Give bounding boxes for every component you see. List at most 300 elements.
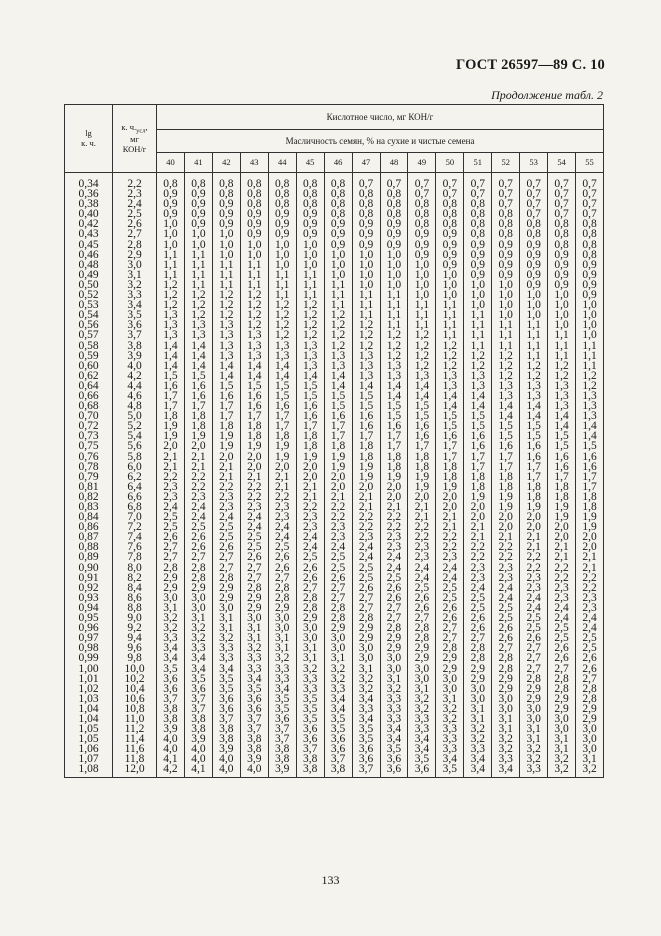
cell-lg: 0,59: [65, 351, 113, 361]
cell-value: 2,6: [408, 593, 436, 603]
cell-value: 3,5: [352, 724, 380, 734]
cell-value: 0,8: [436, 209, 464, 219]
cell-lg: 1,02: [65, 684, 113, 694]
cell-value: 3,1: [184, 613, 212, 623]
cell-lg: 0,70: [65, 411, 113, 421]
cell-value: 3,0: [157, 593, 185, 603]
cell-value: 1,5: [576, 441, 604, 451]
cell-value: 0,8: [352, 209, 380, 219]
table-body: [65, 173, 604, 778]
cell-value: 1,0: [576, 300, 604, 310]
cell-value: 1,8: [380, 452, 408, 462]
cell-value: 1,7: [548, 472, 576, 482]
cell-value: 1,3: [464, 371, 492, 381]
cell-value: 0,9: [576, 260, 604, 270]
cell-value: 2,0: [436, 492, 464, 502]
cell-value: 1,7: [157, 401, 185, 411]
cell-value: 3,4: [464, 754, 492, 764]
cell-value: 1,3: [576, 391, 604, 401]
cell-value: 2,8: [464, 653, 492, 663]
cell-value: 2,5: [548, 633, 576, 643]
cell-value: 1,1: [380, 320, 408, 330]
cell-value: 1,2: [464, 351, 492, 361]
cell-value: 0,8: [184, 173, 212, 190]
cell-value: 3,0: [576, 724, 604, 734]
cell-value: 3,4: [324, 704, 352, 714]
oil-column-header: 43: [240, 153, 268, 173]
cell-value: 1,3: [324, 351, 352, 361]
cell-value: 1,2: [408, 330, 436, 340]
cell-value: 2,3: [268, 502, 296, 512]
cell-kch: 3,9: [113, 351, 157, 361]
cell-value: 2,0: [576, 532, 604, 542]
cell-value: 2,4: [548, 613, 576, 623]
cell-value: 0,8: [296, 189, 324, 199]
cell-value: 1,3: [352, 371, 380, 381]
cell-value: 1,7: [324, 421, 352, 431]
cell-value: 2,4: [436, 573, 464, 583]
cell-value: 3,4: [157, 653, 185, 663]
cell-value: 2,8: [408, 623, 436, 633]
cell-value: 3,2: [296, 664, 324, 674]
cell-value: 3,4: [464, 764, 492, 777]
cell-value: 1,2: [520, 371, 548, 381]
cell-value: 1,2: [240, 290, 268, 300]
cell-value: 3,8: [184, 724, 212, 734]
cell-value: 2,9: [464, 674, 492, 684]
cell-value: 2,4: [212, 512, 240, 522]
cell-value: 3,2: [548, 764, 576, 777]
cell-value: 2,1: [408, 512, 436, 522]
cell-value: 1,4: [520, 401, 548, 411]
cell-value: 2,4: [576, 623, 604, 633]
cell-value: 1,3: [268, 351, 296, 361]
cell-value: 2,8: [157, 563, 185, 573]
cell-value: 1,8: [184, 421, 212, 431]
cell-value: 0,7: [548, 173, 576, 190]
cell-value: 1,6: [548, 452, 576, 462]
cell-value: 1,0: [436, 270, 464, 280]
cell-kch: 8,4: [113, 583, 157, 593]
cell-value: 1,2: [296, 320, 324, 330]
cell-value: 4,1: [157, 754, 185, 764]
cell-value: 2,7: [268, 573, 296, 583]
cell-value: 1,1: [268, 270, 296, 280]
cell-value: 2,0: [296, 462, 324, 472]
cell-lg: 0,42: [65, 219, 113, 229]
cell-value: 2,2: [548, 573, 576, 583]
cell-value: 0,9: [157, 199, 185, 209]
cell-value: 3,4: [184, 653, 212, 663]
cell-value: 3,1: [576, 754, 604, 764]
cell-value: 0,8: [464, 219, 492, 229]
cell-value: 3,7: [296, 744, 324, 754]
cell-value: 2,3: [212, 502, 240, 512]
cell-value: 3,3: [436, 734, 464, 744]
cell-value: 1,8: [576, 492, 604, 502]
cell-value: 1,2: [352, 330, 380, 340]
cell-value: 1,4: [380, 391, 408, 401]
cell-value: 1,5: [296, 381, 324, 391]
cell-value: 2,4: [296, 532, 324, 542]
cell-value: 3,0: [324, 643, 352, 653]
cell-value: 1,0: [352, 280, 380, 290]
cell-kch: 10,2: [113, 674, 157, 684]
cell-value: 3,8: [240, 744, 268, 754]
cell-value: 1,1: [240, 270, 268, 280]
cell-value: 1,2: [268, 320, 296, 330]
cell-value: 2,1: [464, 532, 492, 542]
cell-value: 2,4: [408, 573, 436, 583]
cell-value: 2,1: [380, 502, 408, 512]
cell-value: 3,7: [157, 694, 185, 704]
cell-value: 2,5: [240, 532, 268, 542]
cell-value: 1,0: [492, 280, 520, 290]
oil-column-header: 40: [157, 153, 185, 173]
table-row: [65, 653, 604, 663]
cell-value: 1,6: [408, 431, 436, 441]
cell-value: 2,3: [296, 512, 324, 522]
cell-value: 2,6: [296, 563, 324, 573]
cell-value: 3,1: [492, 724, 520, 734]
cell-value: 3,1: [296, 643, 324, 653]
cell-value: 2,9: [212, 593, 240, 603]
oil-column-header: 41: [184, 153, 212, 173]
cell-value: 1,7: [296, 421, 324, 431]
cell-value: 1,1: [296, 270, 324, 280]
cell-value: 1,2: [268, 300, 296, 310]
cell-value: 1,7: [380, 441, 408, 451]
cell-value: 0,9: [576, 290, 604, 300]
cell-value: 1,6: [296, 411, 324, 421]
cell-value: 1,3: [296, 351, 324, 361]
cell-value: 1,0: [157, 229, 185, 239]
cell-value: 2,0: [268, 462, 296, 472]
cell-value: 1,1: [576, 361, 604, 371]
cell-lg: 0,46: [65, 250, 113, 260]
cell-value: 0,7: [520, 209, 548, 219]
cell-value: 2,8: [380, 623, 408, 633]
cell-value: 1,3: [520, 391, 548, 401]
cell-value: 2,0: [548, 522, 576, 532]
cell-value: 1,0: [268, 240, 296, 250]
cell-value: 0,7: [576, 209, 604, 219]
cell-value: 2,6: [240, 552, 268, 562]
cell-lg: 0,38: [65, 199, 113, 209]
cell-value: 2,5: [436, 593, 464, 603]
cell-value: 3,1: [268, 643, 296, 653]
cell-lg: 0,91: [65, 573, 113, 583]
cell-value: 1,2: [296, 310, 324, 320]
cell-value: 2,5: [240, 542, 268, 552]
cell-value: 0,9: [380, 229, 408, 239]
cell-value: 1,1: [492, 320, 520, 330]
cell-value: 0,8: [576, 229, 604, 239]
cell-value: 1,0: [352, 270, 380, 280]
cell-value: 2,3: [492, 563, 520, 573]
cell-kch: 5,6: [113, 441, 157, 451]
cell-value: 1,9: [240, 441, 268, 451]
cell-value: 0,8: [576, 219, 604, 229]
cell-value: 0,9: [520, 240, 548, 250]
cell-value: 2,9: [157, 583, 185, 593]
cell-lg: 0,93: [65, 593, 113, 603]
cell-kch: 2,2: [113, 173, 157, 190]
cell-lg: 1,07: [65, 754, 113, 764]
cell-lg: 1,05: [65, 724, 113, 734]
cell-value: 0,9: [352, 240, 380, 250]
cell-value: 3,1: [157, 603, 185, 613]
cell-value: 0,9: [157, 189, 185, 199]
oil-column-header: 54: [548, 153, 576, 173]
cell-value: 1,2: [380, 341, 408, 351]
cell-value: 3,7: [240, 714, 268, 724]
cell-value: 1,5: [464, 411, 492, 421]
cell-value: 1,2: [157, 290, 185, 300]
cell-value: 3,6: [296, 734, 324, 744]
cell-value: 3,3: [408, 714, 436, 724]
cell-value: 2,3: [212, 492, 240, 502]
cell-value: 2,2: [464, 542, 492, 552]
cell-value: 0,7: [520, 189, 548, 199]
cell-kch: 5,4: [113, 431, 157, 441]
cell-value: 1,8: [492, 472, 520, 482]
cell-value: 2,1: [436, 522, 464, 532]
cell-value: 1,1: [268, 290, 296, 300]
cell-value: 2,9: [436, 653, 464, 663]
cell-value: 2,2: [352, 512, 380, 522]
cell-value: 2,7: [296, 583, 324, 593]
cell-value: 1,7: [492, 462, 520, 472]
cell-value: 2,2: [548, 563, 576, 573]
cell-value: 2,6: [380, 593, 408, 603]
cell-value: 2,3: [324, 522, 352, 532]
cell-value: 3,3: [268, 664, 296, 674]
cell-value: 1,1: [576, 351, 604, 361]
cell-value: 0,8: [212, 189, 240, 199]
cell-value: 2,5: [520, 613, 548, 623]
cell-value: 1,3: [212, 341, 240, 351]
cell-value: 2,4: [520, 593, 548, 603]
cell-value: 1,1: [352, 310, 380, 320]
cell-value: 1,2: [157, 300, 185, 310]
cell-value: 2,1: [296, 482, 324, 492]
cell-value: 1,4: [436, 401, 464, 411]
cell-value: 0,9: [296, 209, 324, 219]
cell-value: 2,8: [464, 643, 492, 653]
cell-value: 3,8: [324, 764, 352, 777]
cell-value: 2,2: [324, 512, 352, 522]
cell-value: 2,5: [212, 532, 240, 542]
cell-kch: 3,0: [113, 260, 157, 270]
cell-value: 2,2: [576, 583, 604, 593]
cell-value: 1,0: [240, 250, 268, 260]
cell-value: 1,0: [520, 290, 548, 300]
cell-value: 1,0: [548, 320, 576, 330]
cell-value: 3,4: [352, 714, 380, 724]
cell-value: 2,2: [408, 522, 436, 532]
cell-value: 2,2: [576, 573, 604, 583]
cell-value: 1,0: [408, 260, 436, 270]
cell-value: 1,5: [352, 401, 380, 411]
cell-value: 0,8: [240, 189, 268, 199]
cell-value: 2,0: [492, 512, 520, 522]
cell-value: 0,8: [520, 219, 548, 229]
cell-value: 1,5: [492, 421, 520, 431]
cell-value: 0,7: [464, 189, 492, 199]
cell-value: 4,0: [157, 744, 185, 754]
cell-value: 0,7: [492, 189, 520, 199]
cell-value: 1,7: [464, 452, 492, 462]
cell-value: 0,7: [576, 199, 604, 209]
cell-value: 1,3: [212, 351, 240, 361]
cell-value: 1,1: [548, 330, 576, 340]
cell-value: 2,2: [157, 472, 185, 482]
cell-value: 1,3: [240, 330, 268, 340]
cell-value: 2,1: [212, 472, 240, 482]
cell-kch: 4,2: [113, 371, 157, 381]
cell-value: 2,9: [324, 623, 352, 633]
cell-value: 3,5: [212, 674, 240, 684]
cell-lg: 0,56: [65, 320, 113, 330]
cell-value: 1,2: [576, 381, 604, 391]
cell-value: 3,2: [380, 684, 408, 694]
cell-value: 2,7: [324, 583, 352, 593]
cell-value: 2,2: [380, 512, 408, 522]
cell-value: 3,3: [324, 684, 352, 694]
cell-value: 2,4: [184, 502, 212, 512]
cell-value: 2,3: [184, 492, 212, 502]
cell-value: 1,9: [380, 472, 408, 482]
cell-value: 2,2: [240, 482, 268, 492]
cell-value: 1,4: [157, 341, 185, 351]
cell-value: 2,0: [548, 532, 576, 542]
cell-value: 3,0: [380, 664, 408, 674]
cell-kch: 11,4: [113, 734, 157, 744]
cell-value: 1,0: [464, 300, 492, 310]
cell-value: 2,5: [408, 583, 436, 593]
cell-value: 3,6: [212, 694, 240, 704]
cell-value: 1,1: [157, 270, 185, 280]
cell-value: 1,2: [436, 361, 464, 371]
cell-value: 3,2: [240, 643, 268, 653]
cell-value: 1,2: [268, 330, 296, 340]
cell-value: 4,0: [212, 754, 240, 764]
cell-value: 0,9: [184, 209, 212, 219]
cell-value: 1,3: [352, 351, 380, 361]
cell-value: 2,1: [548, 552, 576, 562]
cell-value: 1,0: [268, 250, 296, 260]
cell-value: 0,8: [464, 199, 492, 209]
cell-value: 1,6: [240, 391, 268, 401]
cell-value: 2,8: [240, 583, 268, 593]
cell-value: 2,4: [380, 563, 408, 573]
cell-value: 0,9: [212, 219, 240, 229]
cell-value: 2,9: [492, 684, 520, 694]
cell-kch: 7,0: [113, 512, 157, 522]
cell-value: 1,6: [324, 411, 352, 421]
cell-value: 3,1: [268, 633, 296, 643]
cell-value: 1,1: [352, 300, 380, 310]
cell-value: 3,2: [408, 704, 436, 714]
cell-value: 1,3: [184, 330, 212, 340]
cell-value: 0,8: [352, 199, 380, 209]
cell-value: 2,6: [548, 643, 576, 653]
cell-value: 2,5: [157, 512, 185, 522]
cell-value: 3,1: [464, 714, 492, 724]
header-oil-content: Масличность семян, % на сухие и чистые семена: [157, 130, 604, 153]
cell-value: 2,3: [380, 532, 408, 542]
cell-value: 0,9: [436, 229, 464, 239]
cell-value: 0,8: [548, 229, 576, 239]
cell-value: 1,9: [520, 502, 548, 512]
header-acid-number: Кислотное число, мг КОН/г: [157, 105, 604, 130]
oil-column-header: 50: [436, 153, 464, 173]
cell-value: 2,3: [324, 532, 352, 542]
cell-value: 3,1: [548, 744, 576, 754]
cell-lg: 1,04: [65, 714, 113, 724]
cell-value: 2,7: [492, 643, 520, 653]
cell-value: 3,4: [157, 643, 185, 653]
cell-kch: 3,7: [113, 330, 157, 340]
cell-value: 2,0: [212, 452, 240, 462]
cell-value: 1,0: [212, 229, 240, 239]
cell-value: 1,2: [324, 330, 352, 340]
cell-value: 3,3: [184, 643, 212, 653]
cell-lg: 0,52: [65, 290, 113, 300]
cell-lg: 0,50: [65, 280, 113, 290]
cell-value: 3,1: [492, 714, 520, 724]
cell-value: 1,5: [548, 441, 576, 451]
cell-value: 1,1: [492, 330, 520, 340]
cell-value: 0,9: [464, 250, 492, 260]
cell-value: 1,7: [184, 401, 212, 411]
cell-kch: 9,2: [113, 623, 157, 633]
cell-value: 3,2: [324, 664, 352, 674]
cell-value: 1,3: [324, 361, 352, 371]
cell-value: 0,9: [184, 189, 212, 199]
cell-value: 0,9: [324, 229, 352, 239]
cell-value: 1,8: [380, 462, 408, 472]
cell-value: 1,1: [380, 310, 408, 320]
cell-value: 1,2: [548, 361, 576, 371]
cell-value: 1,8: [352, 441, 380, 451]
cell-value: 2,2: [324, 502, 352, 512]
cell-value: 3,8: [184, 714, 212, 724]
cell-value: 1,4: [380, 381, 408, 391]
cell-value: 2,2: [408, 532, 436, 542]
cell-value: 3,0: [408, 664, 436, 674]
cell-value: 1,2: [436, 341, 464, 351]
cell-value: 1,9: [408, 482, 436, 492]
cell-value: 3,6: [157, 674, 185, 684]
cell-value: 1,3: [492, 381, 520, 391]
cell-value: 3,4: [436, 754, 464, 764]
cell-value: 2,4: [464, 583, 492, 593]
cell-value: 1,3: [520, 381, 548, 391]
cell-value: 1,5: [268, 391, 296, 401]
cell-value: 1,9: [576, 522, 604, 532]
cell-value: 1,5: [380, 401, 408, 411]
cell-value: 3,0: [464, 684, 492, 694]
oil-column-header: 47: [352, 153, 380, 173]
cell-value: 3,4: [324, 694, 352, 704]
cell-lg: 0,82: [65, 492, 113, 502]
cell-value: 2,6: [157, 532, 185, 542]
cell-value: 0,9: [408, 240, 436, 250]
cell-value: 2,6: [268, 552, 296, 562]
cell-value: 1,0: [212, 240, 240, 250]
